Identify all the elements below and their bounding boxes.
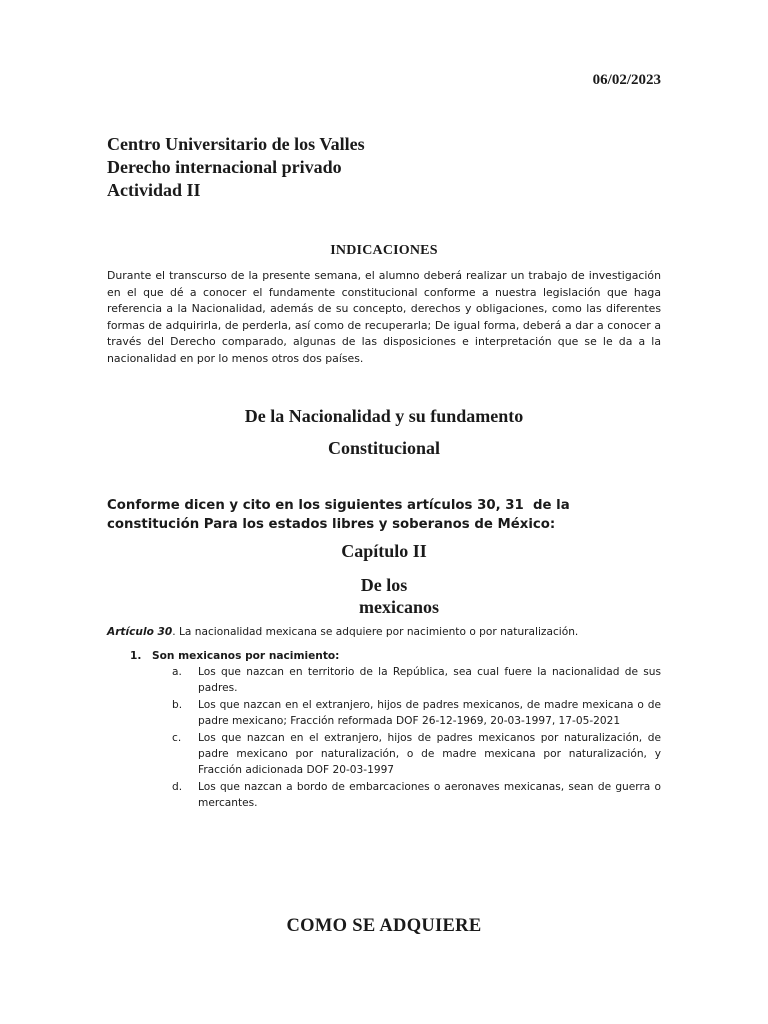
chapter-subtitle bbox=[0, 574, 768, 618]
sublist bbox=[172, 665, 661, 813]
list-item-text: Los que nazcan en territorio de la República, sea cual fuere la nacionalidad de sus padres. bbox=[198, 666, 661, 694]
list-item-letter: a. bbox=[172, 666, 182, 678]
list-item-letter: c. bbox=[172, 732, 182, 745]
document-header bbox=[107, 133, 365, 202]
document-date: 06/02/2023 bbox=[592, 72, 661, 88]
list-heading bbox=[130, 650, 339, 662]
list-item bbox=[172, 665, 661, 696]
chapter-title: Capítulo II bbox=[341, 541, 427, 561]
section-title-line1: De la Nacionalidad y su fundamento bbox=[244, 406, 524, 426]
footer-heading: COMO SE ADQUIERE bbox=[286, 916, 482, 936]
list-item bbox=[172, 780, 661, 811]
section-title-line2: Constitucional bbox=[327, 438, 441, 458]
list-item-text: Los que nazcan a bordo de embarcaciones o aeronaves mexicanas, sean de guerra o mercantes. bbox=[198, 781, 661, 809]
header-university: Centro Universitario de los Valles bbox=[107, 134, 365, 154]
intro-paragraph bbox=[107, 496, 667, 534]
header-course: Derecho internacional privado bbox=[107, 157, 342, 177]
list-item-letter: d. bbox=[172, 781, 183, 794]
list-number: 1. bbox=[130, 650, 142, 662]
article-text: . La nacionalidad mexicana se adquiere por nacimiento o por naturalización. bbox=[172, 626, 579, 638]
list-item-text: Los que nazcan en el extranjero, hijos de padres mexicanos por naturalización, de padre mexicano por naturalización, o de madre mexicana por naturalización, y Fracción adicionada DOF 20-03-1997 bbox=[198, 732, 661, 776]
indicaciones-paragraph: Durante el transcurso de la presente semana, el alumno deberá realizar un trabajo de investigación en el que dé a conocer el fundamente constitucional conforme a nuestra legislación que haga referencia a la Nacionalidad, además de su concepto, derechos y obligaciones, como las diferentes formas de adquirirla, de perderla, así como de recuperarla; De igual forma, deberá a dar a conocer a través del Derecho comparado, algunas de las disposiciones e interpretación que se le da a la nacionalidad en por lo menos otros dos países. bbox=[107, 269, 661, 365]
list-item-letter: b. bbox=[172, 699, 183, 712]
indicaciones-title: INDICACIONES bbox=[330, 243, 438, 258]
list-item bbox=[172, 698, 661, 729]
chapter-subtitle-line1: De los bbox=[360, 575, 408, 595]
list-item-text: Los que nazcan en el extranjero, hijos de padres mexicanos, de madre mexicana o de padre mexicano; Fracción reformada DOF 26-12-1969, 20-03-1997, 17-05-2021 bbox=[198, 699, 661, 727]
article-30 bbox=[107, 626, 667, 638]
list-item bbox=[172, 731, 661, 778]
article-label: Artículo 30 bbox=[107, 626, 173, 638]
chapter-subtitle-line2: mexicanos bbox=[359, 597, 439, 617]
header-activity: Actividad II bbox=[107, 180, 201, 200]
list-heading-text: Son mexicanos por nacimiento: bbox=[152, 650, 340, 662]
intro-line2: constitución Para los estados libres y soberanos de México: bbox=[107, 517, 556, 532]
intro-line1: Conforme dicen y cito en los siguientes artículos 30, 31 de la bbox=[107, 498, 570, 513]
